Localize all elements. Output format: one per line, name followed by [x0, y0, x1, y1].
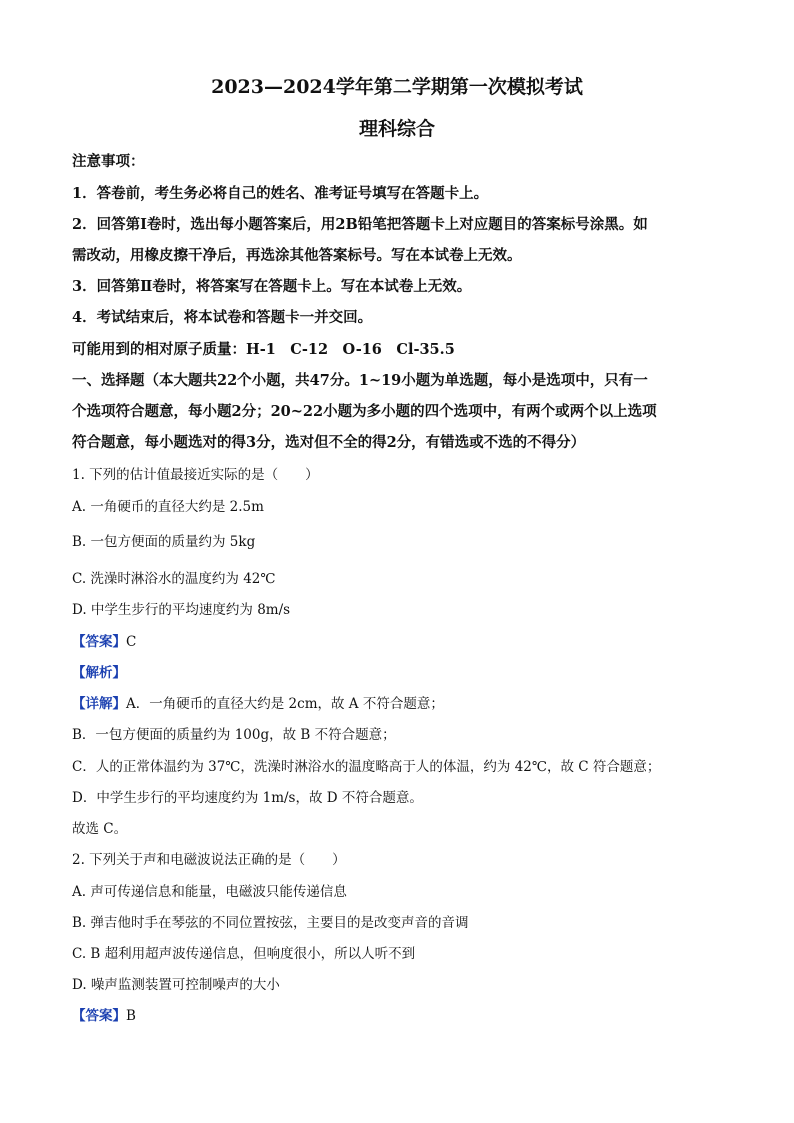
q2-option-a: A. 声可传递信息和能量，电磁波只能传递信息 [72, 884, 347, 900]
detail-tag: 【详解】 [72, 696, 126, 712]
note-item-2-cont: 需改动，用橡皮擦干净后，再选涂其他答案标号。写在本试卷上无效。 [72, 247, 522, 264]
q1-detail-c: C．人的正常体温约为 37℃，洗澡时淋浴水的温度略高于人的体温，约为 42℃，故 C 符合题意； [72, 759, 661, 775]
q1-option-a: A. 一角硬币的直径大约是 2.5m [72, 499, 264, 515]
q1-stem: 1. 下列的估计值最接近实际的是（ ） [72, 467, 319, 483]
q1-detail-d: D．中学生步行的平均速度约为 1m/s，故 D 不符合题意。 [72, 790, 423, 806]
analysis-tag: 【解析】 [72, 665, 126, 681]
q1-answer [72, 630, 136, 650]
exam-title: 2023—2024学年第二学期第一次模拟考试 [211, 76, 583, 98]
section-intro-2: 个选项符合题意，每小题2分；20~22小题为多小题的四个选项中，有两个或两个以上选项 [72, 403, 657, 420]
atomic-mass-line: 可能用到的相对原子质量：H-1 C-12 O-16 Cl-35.5 [72, 341, 455, 358]
note-item-1: 1．答卷前，考生务必将自己的姓名、准考证号填写在答题卡上。 [72, 185, 489, 202]
q2-stem: 2. 下列关于声和电磁波说法正确的是（ ） [72, 852, 346, 868]
section-intro-3: 符合题意，每小题选对的得3分，选对但不全的得2分，有错选或不选的不得分） [72, 434, 586, 451]
q1-analysis [72, 661, 126, 681]
section-intro-1: 一、选择题（本大题共22个小题，共47分。1~19小题为单选题，每小是选项中，只有一 [72, 372, 648, 389]
note-item-3: 3．回答第Ⅱ卷时，将答案写在答题卡上。写在本试卷上无效。 [72, 278, 472, 295]
q1-detail-a [72, 692, 444, 712]
q2-answer [72, 1004, 136, 1024]
q2-option-c: C. B 超利用超声波传递信息，但响度很小，所以人听不到 [72, 946, 416, 962]
notes-heading: 注意事项： [72, 153, 145, 170]
answer-tag: 【答案】 [72, 634, 126, 650]
q1-option-b: B. 一包方便面的质量约为 5kg [72, 534, 256, 550]
q2-option-b: B. 弹吉他时手在琴弦的不同位置按弦，主要目的是改变声音的音调 [72, 915, 469, 931]
q2-option-d: D. 噪声监测装置可控制噪声的大小 [72, 977, 280, 993]
q1-option-c: C. 洗澡时淋浴水的温度约为 42℃ [72, 571, 276, 587]
exam-subtitle: 理科综合 [358, 118, 435, 140]
q1-option-d: D. 中学生步行的平均速度约为 8m/s [72, 602, 291, 618]
answer-tag: 【答案】 [72, 1008, 126, 1024]
answer-value: B [126, 1008, 136, 1024]
answer-value: C [126, 634, 137, 650]
note-item-2: 2．回答第Ⅰ卷时，选出每小题答案后，用2B铅笔把答题卡上对应题目的答案标号涂黑。如 [72, 216, 648, 233]
detail-text-a: A．一角硬币的直径大约是 2cm，故 A 不符合题意； [126, 696, 444, 712]
q1-conclusion: 故选 C。 [72, 821, 128, 837]
note-item-4: 4．考试结束后，将本试卷和答题卡一并交回。 [72, 309, 373, 326]
q1-detail-b: B．一包方便面的质量约为 100g，故 B 不符合题意； [72, 727, 396, 743]
